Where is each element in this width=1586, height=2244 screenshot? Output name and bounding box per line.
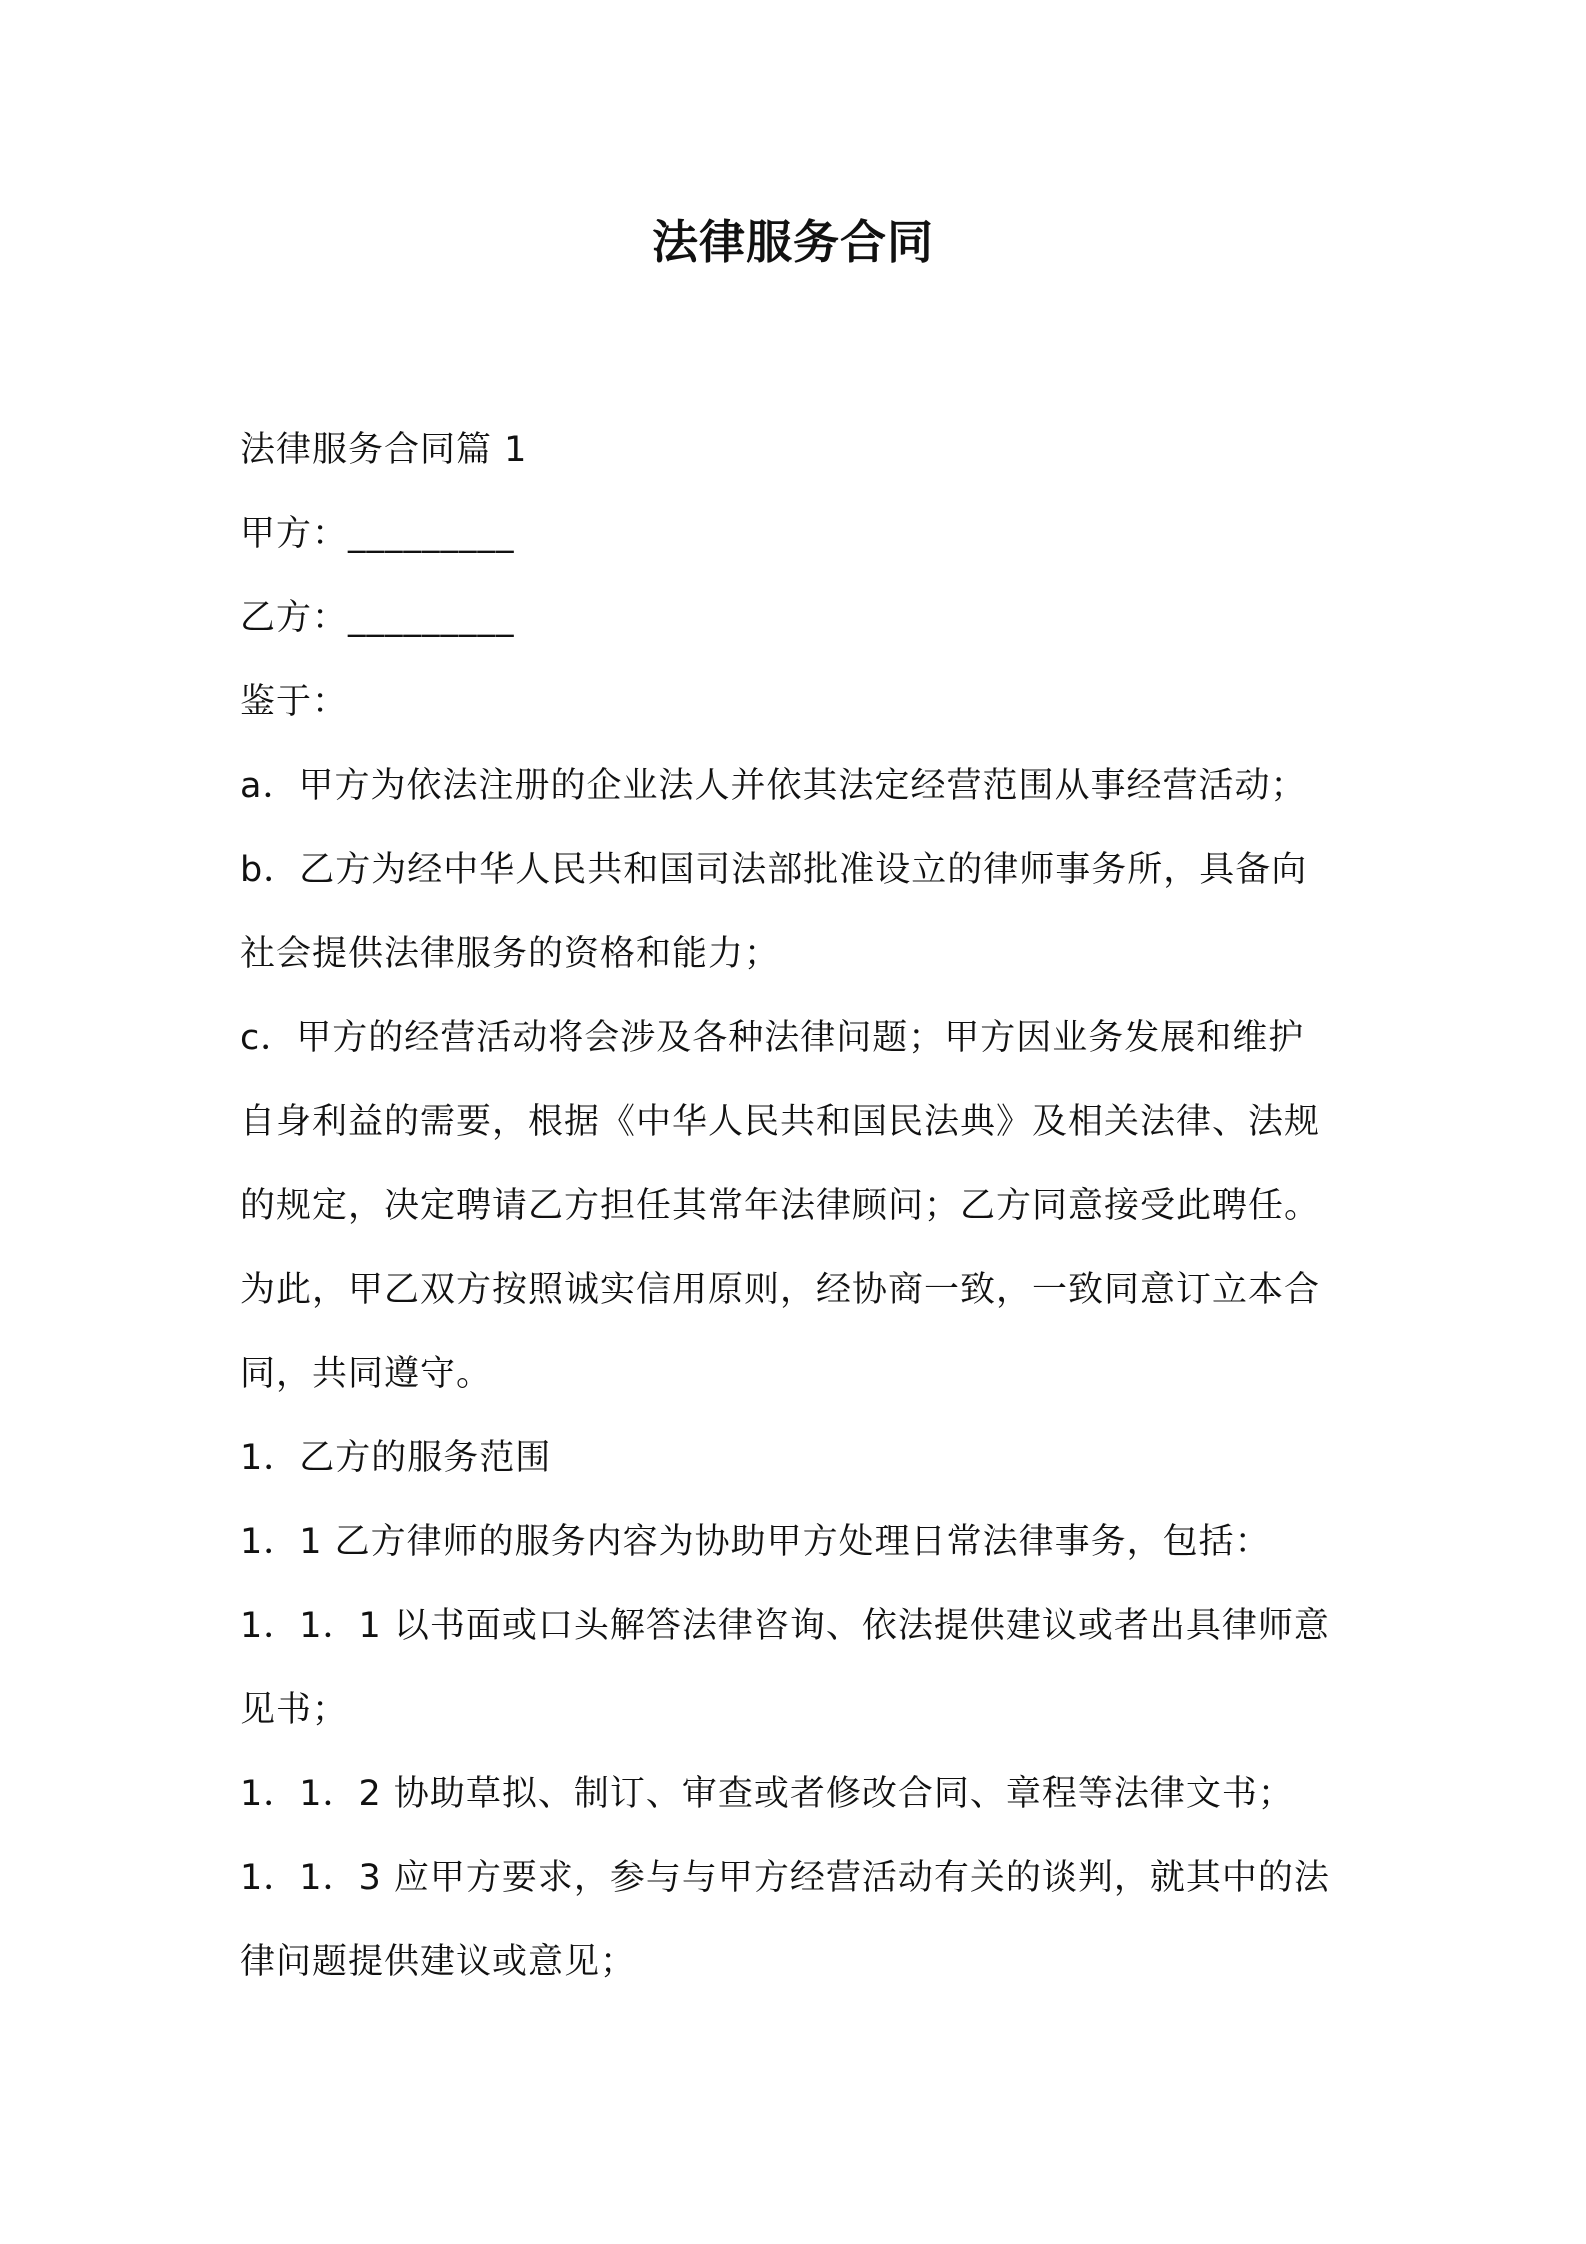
text-line: 1．乙方的服务范围 <box>240 1438 552 1478</box>
paragraph-whereas <box>240 660 1360 744</box>
paragraph-clause-1-1-3 <box>240 1836 1360 2004</box>
text-line: 鉴于： <box>240 682 349 722</box>
text-line: 1．1．2 协助草拟、制订、审查或者修改合同、章程等法律文书； <box>240 1774 1294 1814</box>
text-line: 1．1 乙方律师的服务内容为协助甲方处理日常法律事务，包括： <box>240 1522 1271 1562</box>
text-line: 法律服务合同篇 1 <box>240 430 528 470</box>
paragraph-recital-c <box>240 996 1360 1416</box>
text-line: 乙方：_________ <box>240 598 515 638</box>
text-line: 律问题提供建议或意见； <box>240 1942 637 1982</box>
paragraph-clause-1 <box>240 1416 1360 1500</box>
document-title: 法律服务合同 <box>652 215 934 269</box>
text-line: c．甲方的经营活动将会涉及各种法律问题；甲方因业务发展和维护 <box>240 1018 1305 1058</box>
text-line: 自身利益的需要，根据《中华人民共和国民法典》及相关法律、法规 <box>240 1102 1321 1142</box>
paragraph-clause-1-1 <box>240 1500 1360 1584</box>
text-line: b．乙方为经中华人民共和国司法部批准设立的律师事务所，具备向 <box>240 850 1308 890</box>
paragraph-section-heading <box>240 408 1360 492</box>
paragraph-party-b <box>240 576 1360 660</box>
text-line: 社会提供法律服务的资格和能力； <box>240 934 781 974</box>
document-body <box>240 408 1360 2004</box>
paragraph-recital-b <box>240 828 1360 996</box>
text-line: 的规定，决定聘请乙方担任其常年法律顾问；乙方同意接受此聘任。 <box>240 1186 1321 1226</box>
text-line: 1．1．1 以书面或口头解答法律咨询、依法提供建议或者出具律师意 <box>240 1606 1330 1646</box>
text-line: 为此，甲乙双方按照诚实信用原则，经协商一致，一致同意订立本合 <box>240 1270 1321 1310</box>
text-line: 甲方：_________ <box>240 514 515 554</box>
text-line: 1．1．3 应甲方要求，参与与甲方经营活动有关的谈判，就其中的法 <box>240 1858 1330 1898</box>
paragraph-recital-a <box>240 744 1360 828</box>
text-line: 见书； <box>240 1690 349 1730</box>
paragraph-clause-1-1-1 <box>240 1584 1360 1752</box>
paragraph-party-a <box>240 492 1360 576</box>
text-line: 同，共同遵守。 <box>240 1354 493 1394</box>
text-line: a．甲方为依法注册的企业法人并依其法定经营范围从事经营活动； <box>240 766 1307 806</box>
paragraph-clause-1-1-2 <box>240 1752 1360 1836</box>
